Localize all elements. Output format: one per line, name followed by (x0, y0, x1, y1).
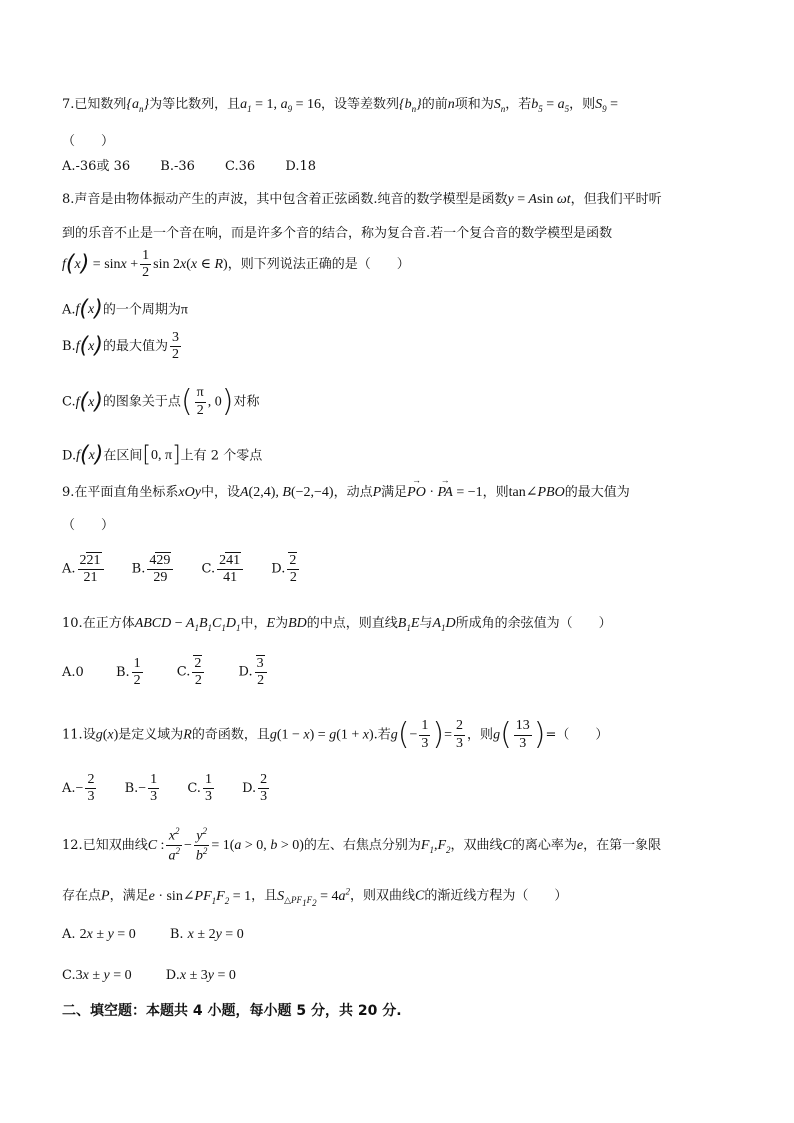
q10-option-b[interactable]: B. $\frac{1}{2}$ (115, 655, 141, 688)
q9-option-c[interactable]: C. $\frac{241}{41}$ (202, 552, 246, 586)
q9-paren: （ ） (62, 518, 115, 533)
q7-option-b[interactable]: B.-36 (160, 159, 195, 174)
q9-line1: 9.在平面直角坐标系xOy中，设A(2,4), B(−2,−4)，动点P满足→ PO · → PA = −1，则tan∠PBO的最大值为 (62, 485, 732, 502)
q9-options (62, 552, 732, 586)
q7-option-c[interactable]: C.36 (225, 159, 256, 174)
q10-option-c[interactable]: C. $\frac{2}{2}$ (177, 655, 207, 689)
q10-line1: 10.在正方体ABCD − $A_1B_1C_1D_1$中，E为BD的中点，则直线$B_1E$与$A_1D$所成角的余弦值为（ ） (62, 616, 612, 633)
q8-line1: 8.声音是由物体振动产生的声波，其中包含着正弦函数.纯音的数学模型是函数y = Asin ωt，但我们平时听 (62, 192, 662, 207)
q9-option-d[interactable]: D. $\frac{2}{2}$ (271, 552, 301, 586)
q12-option-d[interactable]: D.x ± 3y = 0 (165, 968, 236, 983)
q12-line2: 存在点P，满足$e \cdot \sin\angle PF_1F_2 = 1$，且$S_{\triangle PF_1F_2} = 4a^2$，则双曲线C的渐近线方程为（ ） (62, 886, 568, 909)
q10-option-d[interactable]: D. $\frac{3}{2}$ (239, 655, 269, 689)
q11-line1: 11.设g(x)是定义域为R的奇函数，且g(1 − x) = g(1 + x).若g(− $\frac{1}{3}$ )= $\frac{2}{3}$ ，则g( $\frac{13}{3}$ )=（ ） (62, 717, 609, 752)
q12-option-c[interactable]: C.3x ± y = 0 (62, 968, 132, 983)
q12-line1: 12.已知双曲线C : $\frac{x^2}{a^2}$ − $\frac{y^2}{b^2}$ = 1(a > 0, b > 0)的左、右焦点分别为$F_1,F_2$，双曲线C的离心率为e，在第一象限 (62, 826, 662, 864)
q11-option-c[interactable]: C. $\frac{1}{3}$ (187, 772, 212, 805)
q8-option-c[interactable]: C.f(x)的图象关于点( $\frac{\pi}{2}$ , 0)对称 (62, 384, 260, 419)
q10-option-a[interactable]: A.0 (62, 664, 84, 680)
q7-line1: 7.已知数列$\{a_n\}$为等比数列，且$a_1 = 1$, $a_9 = 16$，设等差数列$\{b_n\}$的前n项和为$S_n$，若$b_5 = a_5$，则$S_9$ = (62, 97, 619, 114)
q8-option-a[interactable]: A.f(x)的一个周期为π (62, 297, 188, 322)
q11-option-d[interactable]: D. $\frac{2}{3}$ (242, 772, 268, 805)
q11-options (62, 772, 732, 805)
q12-option-a[interactable]: A. 2x ± y = 0 (62, 927, 136, 942)
q7-options (62, 159, 732, 175)
q9-option-b[interactable]: B. $\frac{429}{29}$ (132, 552, 176, 586)
q9-option-a[interactable]: A. $\frac{221}{21}$ (62, 552, 106, 586)
q8-option-b[interactable]: B.f(x)的最大值为 $\frac{3}{2}$ (62, 330, 179, 363)
section-heading-fill-in: 二、填空题：本题共 4 小题，每小题 5 分，共 20 分. (62, 1003, 402, 1019)
q8-option-d[interactable]: D.f(x)在区间[0, π]上有 2 个零点 (62, 443, 263, 468)
q10-options (62, 655, 732, 689)
q7-option-a[interactable]: A.-36或 36 (62, 159, 131, 174)
q12-option-b[interactable]: B. x ± 2y = 0 (169, 927, 244, 942)
q12-options-row1 (62, 927, 732, 944)
q7-paren: （ ） (62, 134, 115, 149)
q8-line3: f(x) = sinx + $\frac{1}{2}$ sin 2x(x ∈ R)，则下列说法正确的是（ ） (62, 248, 410, 281)
q11-option-a[interactable]: A.− $\frac{2}{3}$ (62, 772, 95, 805)
q7-option-d[interactable]: D.18 (285, 159, 316, 174)
q12-options-row2 (62, 968, 732, 985)
q11-option-b[interactable]: B.− $\frac{1}{3}$ (124, 772, 158, 805)
q8-line2: 到的乐音不止是一个音在响，而是许多个音的结合，称为复合音.若一个复合音的数学模型是函数 (62, 226, 613, 241)
